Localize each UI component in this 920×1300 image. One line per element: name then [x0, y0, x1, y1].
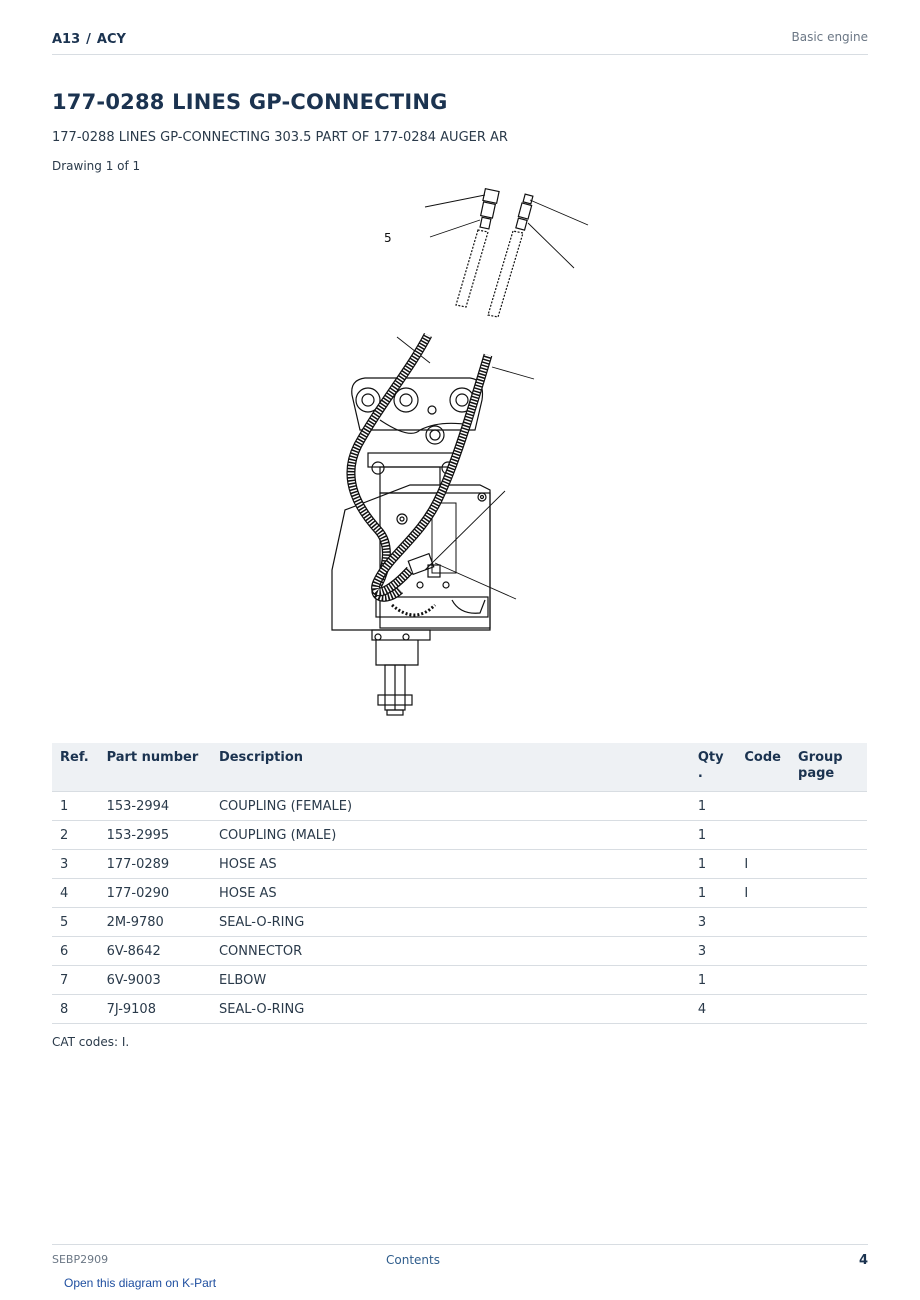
- breadcrumb-model: A13: [52, 32, 81, 47]
- cell-ref: 7: [52, 966, 99, 995]
- cell-ref: 3: [52, 850, 99, 879]
- col-header-group-page: Group page: [798, 750, 843, 781]
- cell-group-page: [790, 792, 867, 821]
- table-row: [52, 966, 867, 995]
- table-row: [52, 937, 867, 966]
- cat-codes-note: CAT codes: I.: [52, 1035, 130, 1049]
- cell-description: SEAL-O-RING: [211, 908, 690, 937]
- auger-assembly-drawing: [332, 335, 490, 715]
- contents-link[interactable]: Contents: [386, 1253, 440, 1267]
- cell-part-number: 153-2994: [99, 792, 211, 821]
- page-header: [52, 28, 868, 55]
- cell-group-page: [790, 966, 867, 995]
- cell-qty: 3: [690, 937, 737, 966]
- cell-description: SEAL-O-RING: [211, 995, 690, 1024]
- document-id: SEBP2909: [52, 1253, 109, 1266]
- cell-ref: 4: [52, 879, 99, 908]
- cell-part-number: 7J-9108: [99, 995, 211, 1024]
- cell-code: [736, 995, 790, 1024]
- cell-description: HOSE AS: [211, 879, 690, 908]
- col-header-code: Code: [744, 750, 781, 765]
- col-header-ref: Ref.: [60, 750, 89, 765]
- cell-qty: 1: [690, 879, 737, 908]
- cell-qty: 1: [690, 850, 737, 879]
- cell-description: CONNECTOR: [211, 937, 690, 966]
- cell-ref: 5: [52, 908, 99, 937]
- cell-group-page: [790, 908, 867, 937]
- cell-part-number: 177-0289: [99, 850, 211, 879]
- callout-leader-lines: [397, 195, 588, 599]
- cell-qty: 4: [690, 995, 737, 1024]
- page-title: 177-0288 LINES GP-CONNECTING: [52, 90, 448, 114]
- table-row: [52, 792, 867, 821]
- cell-group-page: [790, 879, 867, 908]
- page-number: 4: [858, 1253, 868, 1268]
- cell-description: COUPLING (FEMALE): [211, 792, 690, 821]
- breadcrumb-prefix: ACY: [96, 32, 126, 47]
- cell-code: I: [736, 850, 790, 879]
- cell-description: COUPLING (MALE): [211, 821, 690, 850]
- cell-group-page: [790, 850, 867, 879]
- drawing-count: Drawing 1 of 1: [52, 159, 141, 173]
- open-in-kpart-link[interactable]: Open this diagram on K-Part: [64, 1276, 217, 1290]
- cell-qty: 1: [690, 792, 737, 821]
- table-row: [52, 850, 867, 879]
- col-header-description: Description: [218, 750, 304, 765]
- cell-code: [736, 966, 790, 995]
- cell-code: [736, 821, 790, 850]
- table-row: [52, 908, 867, 937]
- callout-number: 5: [384, 231, 392, 245]
- cell-description: HOSE AS: [211, 850, 690, 879]
- cell-ref: 6: [52, 937, 99, 966]
- cell-part-number: 177-0290: [99, 879, 211, 908]
- cell-group-page: [790, 995, 867, 1024]
- cell-code: [736, 908, 790, 937]
- table-row: [52, 821, 867, 850]
- col-header-qty: Qty .: [697, 750, 724, 781]
- cell-part-number: 153-2995: [99, 821, 211, 850]
- cell-ref: 8: [52, 995, 99, 1024]
- cell-part-number: 6V-8642: [99, 937, 211, 966]
- breadcrumb-separator: /: [86, 32, 91, 47]
- cell-code: [736, 792, 790, 821]
- page-subtitle: 177-0288 LINES GP-CONNECTING 303.5 PART OF 177-0284 AUGER AR: [52, 130, 508, 145]
- table-row: [52, 879, 867, 908]
- cell-code: I: [736, 879, 790, 908]
- breadcrumb: [52, 32, 126, 47]
- cell-code: [736, 937, 790, 966]
- cell-group-page: [790, 821, 867, 850]
- cell-part-number: 6V-9003: [99, 966, 211, 995]
- cell-description: ELBOW: [211, 966, 690, 995]
- section-name: Basic engine: [791, 30, 868, 44]
- coupling-female-detail: [456, 189, 499, 307]
- cell-part-number: 2M-9780: [99, 908, 211, 937]
- cell-ref: 1: [52, 792, 99, 821]
- table-row: [52, 995, 867, 1024]
- cell-qty: 1: [690, 821, 737, 850]
- cell-group-page: [790, 937, 867, 966]
- cell-qty: 3: [690, 908, 737, 937]
- coupling-male-detail: [488, 194, 533, 317]
- parts-table: [52, 743, 867, 1024]
- col-header-part-number: Part number: [106, 750, 199, 765]
- cell-qty: 1: [690, 966, 737, 995]
- table-header-row: [52, 743, 867, 792]
- page-footer: [52, 1244, 868, 1275]
- cell-ref: 2: [52, 821, 99, 850]
- parts-diagram: [320, 185, 600, 730]
